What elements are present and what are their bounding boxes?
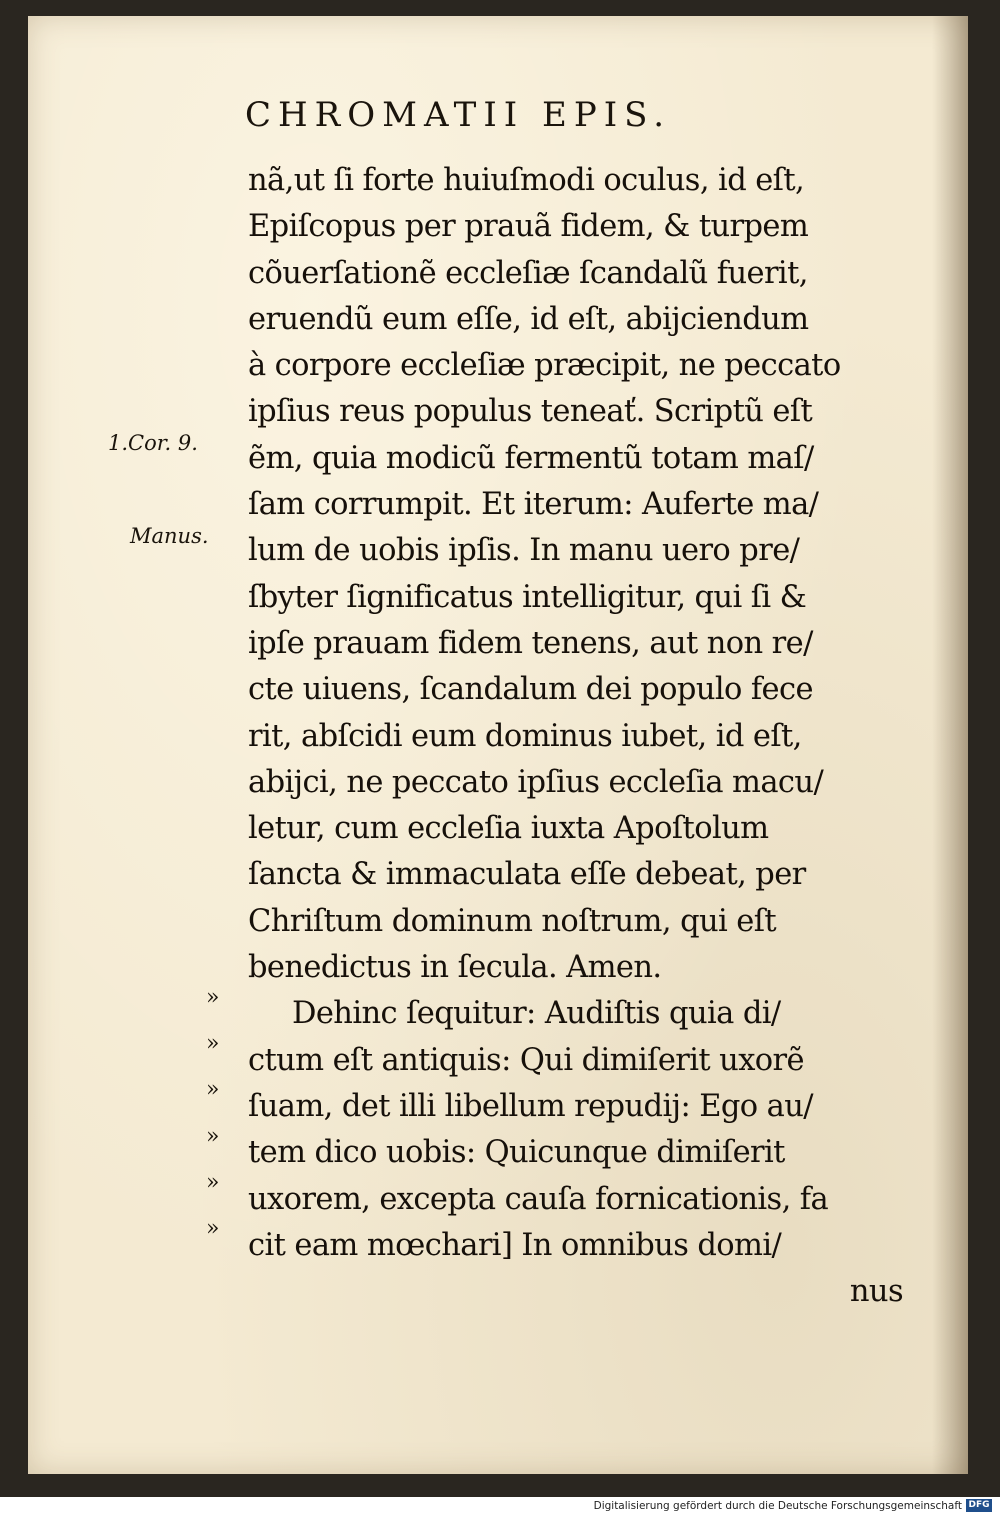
text-line: rit, abſcidi eum dominus iubet, id eſt, bbox=[248, 718, 802, 754]
text-line: Epiſcopus per prauã fidem, & turpem bbox=[248, 209, 809, 245]
dfg-logo: DFG bbox=[966, 1499, 992, 1512]
text-line: ſuam, det illi libellum repudij: Ego au/ bbox=[248, 1088, 813, 1124]
text-line: ẽm, quia modicũ fermentũ totam maſ/ bbox=[248, 440, 814, 476]
text-line: tem dico uobis: Quicunque dimiſerit bbox=[248, 1135, 785, 1171]
text-line: uxorem, excepta cauſa fornicationis, fa bbox=[248, 1181, 829, 1217]
text-line: eruendũ eum eſſe, id eſt, abijciendum bbox=[248, 301, 809, 337]
running-head: CHROMATII EPIS. bbox=[245, 95, 672, 135]
quote-mark: » bbox=[206, 1077, 220, 1102]
text-line: à corpore eccleſiæ præcipit, ne peccato bbox=[248, 348, 841, 384]
text-line: ſbyter ſignificatus intelligitur, qui ſi & bbox=[248, 579, 807, 615]
text-line: nã,ut ſi forte huiuſmodi oculus, id eſt, bbox=[248, 163, 805, 198]
text-line: cte uiuens, ſcandalum dei populo fece bbox=[248, 672, 813, 708]
text-line: Chriſtum dominum noſtrum, qui eſt bbox=[248, 903, 777, 939]
text-line: abijci, ne peccato ipſius eccleſia macu/ bbox=[248, 764, 824, 800]
catchword: nus bbox=[849, 1274, 903, 1310]
text-line: ſam corrumpit. Et iterum: Auferte ma/ bbox=[248, 487, 819, 523]
text-line: cõuerſationẽ eccleſiæ ſcandalũ fuerit, bbox=[248, 255, 808, 291]
page-gutter-shadow bbox=[932, 16, 968, 1474]
main-text-block bbox=[248, 158, 903, 1315]
quote-mark: » bbox=[206, 1124, 220, 1149]
text-line: cit eam mœchari] In omnibus domi/ bbox=[248, 1227, 782, 1263]
text-line: ſancta & immaculata eſſe debeat, per bbox=[248, 857, 806, 893]
quote-mark: » bbox=[206, 1170, 220, 1195]
margin-note-keyword: Manus. bbox=[130, 524, 209, 548]
margin-note-reference: 1.Cor. 9. bbox=[108, 431, 198, 455]
quote-mark: » bbox=[206, 985, 220, 1010]
quote-mark: » bbox=[206, 1031, 220, 1056]
text-line: ipſius reus populus teneať. Scriptũ eſt bbox=[248, 394, 813, 430]
footer-credit: Digitalisierung gefördert durch die Deutsche Forschungsgemeinschaft bbox=[593, 1500, 962, 1512]
text-line: letur, cum eccleſia iuxta Apoſtolum bbox=[248, 811, 769, 847]
text-line: benedictus in ſecula. Amen. bbox=[248, 950, 662, 986]
text-line: Dehinc ſequitur: Audiſtis quia di/ bbox=[292, 996, 781, 1032]
quote-mark: » bbox=[206, 1216, 220, 1241]
text-line: ctum eſt antiquis: Qui dimiſerit uxorẽ bbox=[248, 1042, 804, 1078]
text-line: ipſe prauam fidem tenens, aut non re/ bbox=[248, 625, 813, 661]
text-line: lum de uobis ipſis. In manu uero pre/ bbox=[248, 533, 800, 569]
